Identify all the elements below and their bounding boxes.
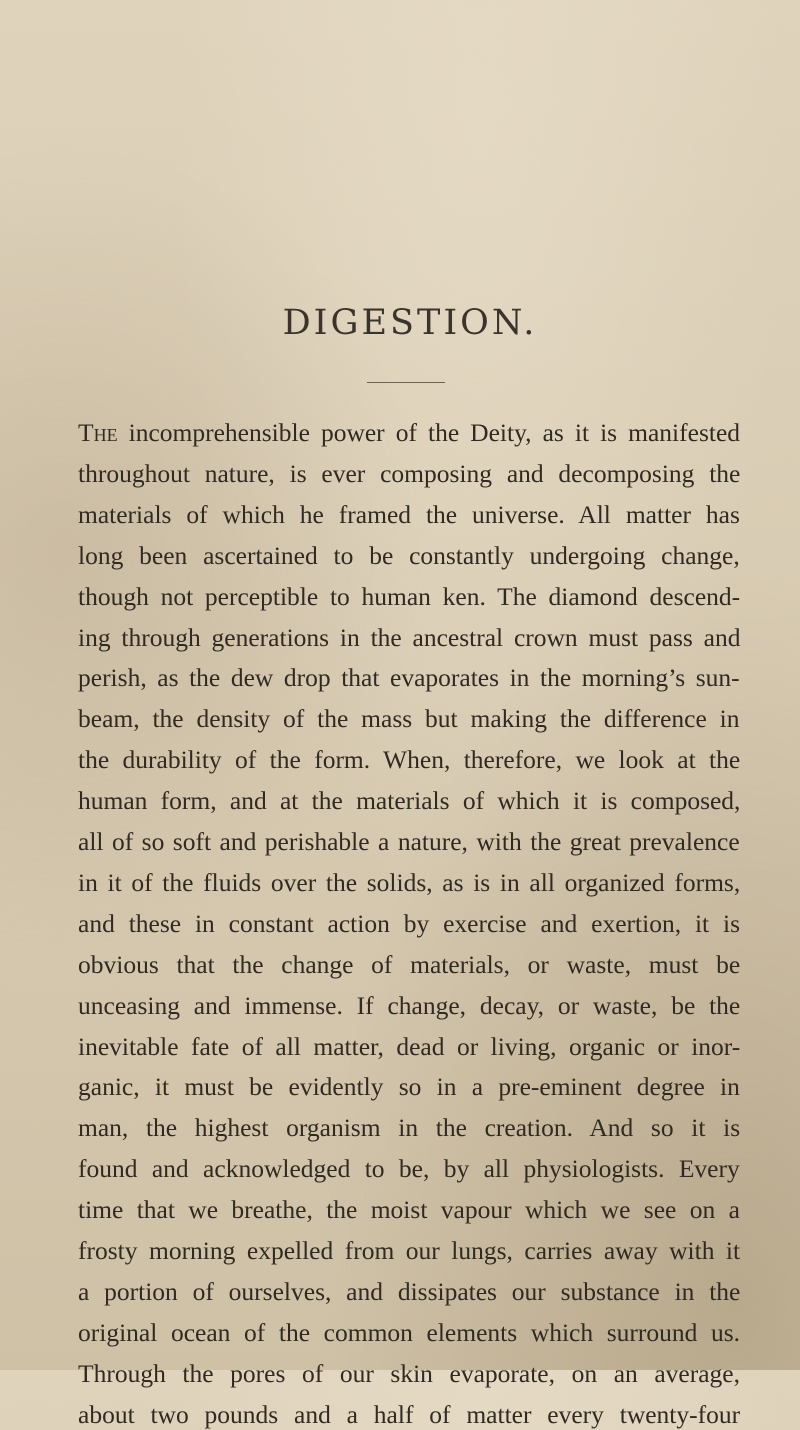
text-line: ing through generations in the ancestral crown must pass and bbox=[78, 622, 741, 652]
text-line: perish, as the dew drop that evaporates in the morning’s sun- bbox=[78, 663, 740, 693]
text-line: all of so soft and perishable a nature, with the great prevalence bbox=[78, 827, 740, 856]
text-line: obvious that the change of materials, or waste, must be bbox=[78, 949, 741, 979]
text-line: beam, the density of the mass but making the difference in bbox=[78, 704, 740, 734]
text-line: human form, and at the materials of which it is composed, bbox=[78, 786, 741, 816]
text-line: The incomprehensible power of the Deity, as it is manifested bbox=[78, 418, 741, 447]
text-line: unceasing and immense. If change, decay, or waste, be the bbox=[78, 990, 741, 1020]
text-line: ganic, it must be evidently so in a pre-eminent degree in bbox=[78, 1072, 740, 1102]
text-line: materials of which he framed the universe. All matter has bbox=[78, 499, 740, 529]
text-line: a portion of ourselves, and dissipates our substance in the bbox=[78, 1276, 741, 1306]
text-line: man, the highest organism in the creation. And so it is bbox=[78, 1113, 741, 1143]
text-line: found and acknowledged to be, by all physiologists. Every bbox=[78, 1154, 740, 1184]
text-line: about two pounds and a half of matter every twenty-four bbox=[78, 1399, 741, 1429]
text-line: and these in constant action by exercise and exertion, it is bbox=[78, 908, 741, 938]
text-line: throughout nature, is ever composing and decomposing the bbox=[78, 458, 741, 488]
text-line: frosty morning expelled from our lungs, carries away with it bbox=[78, 1236, 741, 1265]
text-line: time that we breathe, the moist vapour which we see on a bbox=[78, 1195, 740, 1225]
text-line: long been ascertained to be constantly undergoing change, bbox=[78, 540, 740, 570]
text-line: inevitable fate of all matter, dead or living, organic or inor- bbox=[78, 1031, 741, 1061]
text-line: the durability of the form. When, therefore, we look at the bbox=[78, 745, 741, 775]
chapter-title: DIGESTION. bbox=[282, 303, 538, 343]
text-line: though not perceptible to human ken. The diamond descend- bbox=[78, 581, 741, 611]
text-line: original ocean of the common elements which surround us. bbox=[78, 1317, 741, 1347]
text-line: Through the pores of our skin evaporate, on an average, bbox=[78, 1358, 741, 1388]
text-line: in it of the fluids over the solids, as is in all organized forms, bbox=[78, 867, 741, 897]
